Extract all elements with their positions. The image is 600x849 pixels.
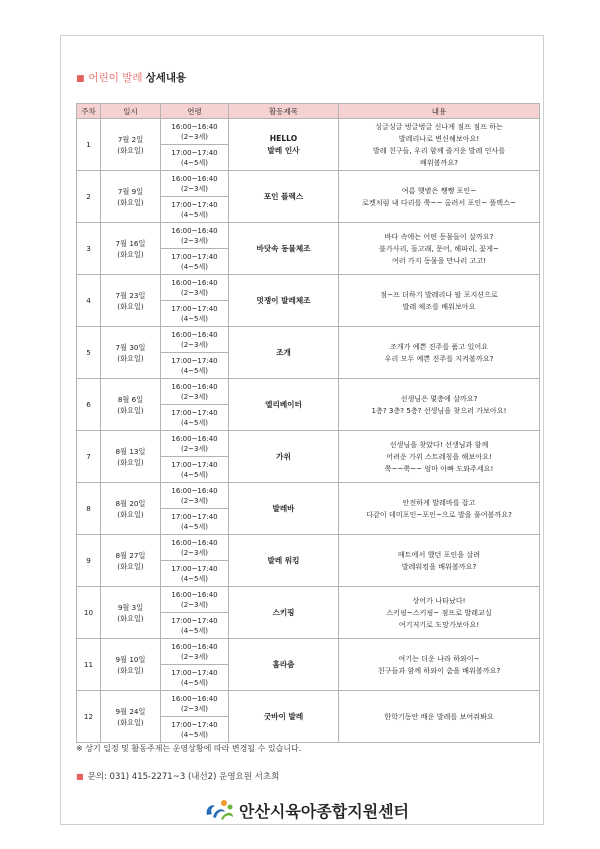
time-text: 17:00~17:40 [171, 408, 218, 417]
date-cell [101, 275, 161, 327]
column-header: 주차 [77, 104, 101, 119]
age-text: (4~5세) [181, 210, 208, 219]
age-time-cell [161, 197, 229, 223]
text-line: 조개 [276, 347, 291, 357]
date-text: 7월 30일 [115, 342, 146, 352]
text-line: 발레 친구들, 우리 함께 즐거운 발레 인사를 [372, 145, 506, 155]
schedule-table-body [77, 119, 540, 743]
time-text: 17:00~17:40 [171, 148, 218, 157]
time-text: 17:00~17:40 [171, 200, 218, 209]
activity-title-cell [229, 379, 339, 431]
table-row [77, 691, 540, 717]
week-cell: 7 [77, 431, 101, 483]
age-time-cell [161, 275, 229, 301]
activity-content-cell [339, 639, 540, 691]
text-line: 발레 워킹 [267, 555, 300, 565]
activity-content-cell [339, 587, 540, 639]
text-line: 스키핑~스키핑~ 점프로 발레교실 [386, 607, 492, 617]
age-text: (2~3세) [181, 288, 208, 297]
date-cell [101, 483, 161, 535]
date-text: 8월 27일 [115, 550, 146, 560]
activity-title-cell [229, 587, 339, 639]
table-row [77, 535, 540, 561]
date-text: 8월 13일 [115, 446, 146, 456]
time-text: 17:00~17:40 [171, 668, 218, 677]
text-line: 1층? 3층? 5층? 선생님을 찾으러 가보아요! [371, 405, 507, 415]
day-text: (화요일) [117, 613, 144, 623]
age-text: (4~5세) [181, 314, 208, 323]
date-cell [101, 379, 161, 431]
text-line: 로켓처럼 내 다리를 쭉~~ 올려서 포인~ 플렉스~ [362, 197, 516, 207]
activity-content-cell [339, 483, 540, 535]
date-text: 9월 24일 [115, 706, 146, 716]
week-cell: 11 [77, 639, 101, 691]
text-line: 바다 속에는 어떤 동물들이 살까요? [384, 231, 494, 241]
age-time-cell [161, 145, 229, 171]
center-logo-icon [203, 797, 235, 823]
column-header: 내용 [339, 104, 540, 119]
age-text: (4~5세) [181, 470, 208, 479]
activity-content-cell [339, 431, 540, 483]
text-line: 발레 인사 [267, 145, 300, 155]
text-line: 여름 햇볕은 쨍쨍 포인~ [401, 185, 477, 195]
time-text: 17:00~17:40 [171, 460, 218, 469]
activity-title-cell [229, 275, 339, 327]
age-time-cell [161, 353, 229, 379]
activity-title-cell [229, 119, 339, 171]
day-text: (화요일) [117, 561, 144, 571]
day-text: (화요일) [117, 197, 144, 207]
table-row [77, 223, 540, 249]
age-time-cell [161, 691, 229, 717]
age-time-cell [161, 301, 229, 327]
text-line: 엘리베이터 [265, 399, 302, 409]
date-text: 7월 9일 [117, 186, 144, 196]
activity-content-cell [339, 691, 540, 743]
notice-text: ※ 상기 일정 및 활동주제는 운영상황에 따라 변경될 수 있습니다. [76, 744, 302, 753]
text-line: 홀라춤 [272, 659, 295, 669]
time-text: 16:00~16:40 [171, 434, 218, 443]
column-header: 활동제목 [229, 104, 339, 119]
time-text: 17:00~17:40 [171, 616, 218, 625]
date-text: 9월 10일 [115, 654, 146, 664]
age-time-cell [161, 509, 229, 535]
column-header: 연령 [161, 104, 229, 119]
age-text: (2~3세) [181, 652, 208, 661]
date-text: 8월 20일 [115, 498, 146, 508]
age-text: (4~5세) [181, 522, 208, 531]
age-text: (4~5세) [181, 366, 208, 375]
date-cell [101, 119, 161, 171]
text-line: 바닷속 동물체조 [256, 243, 311, 253]
time-text: 16:00~16:40 [171, 694, 218, 703]
section-title [76, 70, 186, 85]
text-line: 발레 체조를 배워보아요 [402, 301, 476, 311]
text-line: 어려운 가위 스트레칭을 해보아요! [386, 451, 492, 461]
date-text: 7월 23일 [115, 290, 146, 300]
time-text: 16:00~16:40 [171, 486, 218, 495]
section-heading: 상세내용 [145, 72, 187, 84]
age-text: (4~5세) [181, 262, 208, 271]
time-text: 17:00~17:40 [171, 252, 218, 261]
age-text: (4~5세) [181, 158, 208, 167]
activity-title-cell [229, 691, 339, 743]
age-text: (2~3세) [181, 600, 208, 609]
activity-content-cell [339, 379, 540, 431]
activity-title-cell [229, 327, 339, 379]
time-text: 16:00~16:40 [171, 226, 218, 235]
text-line: 매트에서 했던 포인을 살려 [397, 549, 481, 559]
time-text: 16:00~16:40 [171, 382, 218, 391]
date-cell [101, 431, 161, 483]
text-line: 멋쟁이 발레체조 [256, 295, 311, 305]
program-name: 어린이 발레 [88, 72, 143, 84]
activity-title-cell [229, 431, 339, 483]
activity-content-cell [339, 535, 540, 587]
age-text: (2~3세) [181, 496, 208, 505]
text-line: HELLO [269, 133, 298, 143]
activity-content-cell [339, 275, 540, 327]
text-line: 다같이 데미포인~포인~으로 발을 풀어볼까요? [366, 509, 512, 519]
table-row [77, 431, 540, 457]
date-cell [101, 223, 161, 275]
week-cell: 9 [77, 535, 101, 587]
day-text: (화요일) [117, 249, 144, 259]
text-line: 한학기동안 배운 발레를 보여줘봐요 [384, 711, 494, 721]
age-text: (2~3세) [181, 444, 208, 453]
time-text: 16:00~16:40 [171, 330, 218, 339]
time-text: 17:00~17:40 [171, 512, 218, 521]
age-text: (2~3세) [181, 704, 208, 713]
day-text: (화요일) [117, 665, 144, 675]
time-text: 16:00~16:40 [171, 590, 218, 599]
activity-content-cell [339, 171, 540, 223]
age-time-cell [161, 119, 229, 145]
date-cell [101, 639, 161, 691]
age-text: (2~3세) [181, 184, 208, 193]
age-time-cell [161, 483, 229, 509]
text-line: 선생님은 몇층에 살까요? [400, 393, 478, 403]
text-line: 배워볼까요? [419, 157, 459, 167]
time-text: 16:00~16:40 [171, 538, 218, 547]
activity-content-cell [339, 327, 540, 379]
table-row [77, 119, 540, 145]
day-text: (화요일) [117, 301, 144, 311]
date-cell [101, 171, 161, 223]
age-time-cell [161, 613, 229, 639]
age-time-cell [161, 171, 229, 197]
week-cell: 1 [77, 119, 101, 171]
text-line: 싱글싱글 벙글벙글 신나게 점프 점프 하는 [375, 121, 503, 131]
schedule-table-header [77, 104, 540, 119]
age-text: (2~3세) [181, 548, 208, 557]
date-cell [101, 327, 161, 379]
text-line: 발레리나로 변신해보아요! [398, 133, 480, 143]
date-text: 8월 6일 [117, 394, 144, 404]
text-line: 여러 가지 동물을 만나러 고고! [391, 255, 487, 265]
time-text: 16:00~16:40 [171, 278, 218, 287]
text-line: 쭉~~쭉~~ 엄마 아빠 도와주세요! [384, 463, 494, 473]
age-time-cell [161, 665, 229, 691]
table-row [77, 171, 540, 197]
week-cell: 10 [77, 587, 101, 639]
text-line: 친구들과 함께 하와이 춤을 배워볼까요? [377, 665, 501, 675]
activity-title-cell [229, 223, 339, 275]
week-cell: 5 [77, 327, 101, 379]
age-text: (4~5세) [181, 730, 208, 739]
day-text: (화요일) [117, 457, 144, 467]
age-time-cell [161, 717, 229, 743]
bullet-icon: ■ [76, 772, 84, 781]
week-cell: 2 [77, 171, 101, 223]
age-time-cell [161, 639, 229, 665]
day-text: (화요일) [117, 717, 144, 727]
text-line: 가위 [276, 451, 291, 461]
age-time-cell [161, 405, 229, 431]
age-text: (4~5세) [181, 574, 208, 583]
time-text: 17:00~17:40 [171, 356, 218, 365]
age-text: (4~5세) [181, 626, 208, 635]
week-cell: 8 [77, 483, 101, 535]
center-name: 안산시육아종합지원센터 [239, 801, 410, 821]
activity-title-cell [229, 639, 339, 691]
activity-title-cell [229, 483, 339, 535]
day-text: (화요일) [117, 509, 144, 519]
bullet-icon: ■ [76, 74, 85, 84]
time-text: 16:00~16:40 [171, 174, 218, 183]
text-line: 여기는 더운 나라 하와이~ [398, 653, 480, 663]
age-text: (4~5세) [181, 678, 208, 687]
text-line: 여기저기로 도망가보아요! [398, 619, 480, 629]
age-time-cell [161, 223, 229, 249]
date-cell [101, 535, 161, 587]
activity-content-cell [339, 119, 540, 171]
table-row [77, 379, 540, 405]
age-time-cell [161, 431, 229, 457]
date-text: 9월 3일 [117, 602, 144, 612]
week-cell: 4 [77, 275, 101, 327]
contact-text: 문의: 031) 415-2271~3 (내선2) 운영요원 서초희 [87, 772, 280, 782]
time-text: 17:00~17:40 [171, 304, 218, 313]
age-text: (2~3세) [181, 236, 208, 245]
text-line: 포인 플렉스 [263, 191, 304, 201]
age-time-cell [161, 327, 229, 353]
age-time-cell [161, 535, 229, 561]
contact-info [76, 770, 279, 782]
text-line: 굿바이 발레 [263, 711, 304, 721]
date-text: 7월 2일 [117, 134, 144, 144]
text-line: 안전하게 발레바를 잡고 [402, 497, 476, 507]
text-line: 점~프 더하기 발레리나 팔 포지션으로 [380, 289, 498, 299]
text-line: 조개가 예쁜 진주를 품고 있어요 [389, 341, 489, 351]
week-cell: 12 [77, 691, 101, 743]
time-text: 17:00~17:40 [171, 720, 218, 729]
activity-title-cell [229, 171, 339, 223]
age-text: (2~3세) [181, 392, 208, 401]
text-line: 상어가 나타났다! [412, 595, 466, 605]
week-cell: 3 [77, 223, 101, 275]
table-row [77, 639, 540, 665]
time-text: 16:00~16:40 [171, 122, 218, 131]
text-line: 발레바 [272, 503, 295, 513]
age-text: (2~3세) [181, 340, 208, 349]
text-line: 우리 모두 예쁜 진주를 지켜볼까요? [384, 353, 494, 363]
date-text: 7월 16일 [115, 238, 146, 248]
column-header: 일시 [101, 104, 161, 119]
age-text: (4~5세) [181, 418, 208, 427]
age-text: (2~3세) [181, 132, 208, 141]
age-time-cell [161, 457, 229, 483]
date-cell [101, 691, 161, 743]
schedule-table [76, 103, 540, 743]
text-line: 발레워킹을 배워볼까요? [401, 561, 477, 571]
age-time-cell [161, 587, 229, 613]
time-text: 17:00~17:40 [171, 564, 218, 573]
table-row [77, 587, 540, 613]
table-row [77, 275, 540, 301]
date-cell [101, 587, 161, 639]
text-line: 스키핑 [272, 607, 295, 617]
header-row [77, 104, 540, 119]
week-cell: 6 [77, 379, 101, 431]
text-line: 선생님을 찾았다! 선생님과 함께 [389, 439, 489, 449]
activity-content-cell [339, 223, 540, 275]
age-time-cell [161, 379, 229, 405]
day-text: (화요일) [117, 353, 144, 363]
time-text: 16:00~16:40 [171, 642, 218, 651]
age-time-cell [161, 561, 229, 587]
activity-title-cell [229, 535, 339, 587]
day-text: (화요일) [117, 405, 144, 415]
footer-logo [203, 797, 409, 823]
day-text: (화요일) [117, 145, 144, 155]
text-line: 불가사리, 돌고래, 문어, 해파리, 꽃게~ [379, 243, 499, 253]
age-time-cell [161, 249, 229, 275]
table-row [77, 483, 540, 509]
table-row [77, 327, 540, 353]
